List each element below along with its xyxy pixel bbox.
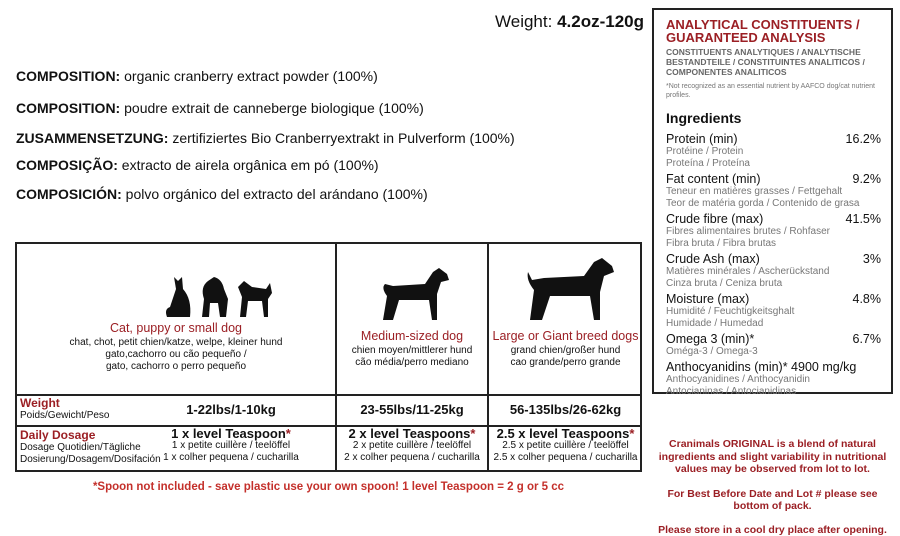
nutrient-translation: Fibra bruta / Fibra brutas xyxy=(666,238,881,250)
nutrient-translation: Humidité / Feuchtigkeitsghalt xyxy=(666,306,881,318)
nutrient-name: Omega 3 (min)* xyxy=(666,332,754,346)
nutrient-name: Fat content (min) xyxy=(666,172,760,186)
best-before-note: For Best Before Date and Lot # please see bottom of pack. xyxy=(652,488,893,513)
nutrient-row xyxy=(666,172,881,210)
large-dog-icon xyxy=(522,256,617,322)
composition-en: COMPOSITION: organic cranberry extract powder (100%) xyxy=(16,68,378,84)
net-weight xyxy=(495,12,644,32)
nutrient-value: 4.8% xyxy=(853,292,882,306)
nutrient-name: Moisture (max) xyxy=(666,292,749,306)
analysis-panel xyxy=(652,8,893,394)
dosage-large: 2.5 x level Teaspoons* 2.5 x petite cuillère / teelöffel 2.5 x colher pequena / cucharilla xyxy=(489,428,642,464)
dosage-medium: 2 x level Teaspoons* 2 x petite cuillère / teelöffel 2 x colher pequena / cucharilla xyxy=(337,428,487,464)
cat-puppy-small-dog-icon xyxy=(162,269,277,319)
nutrient-value: 16.2% xyxy=(846,132,881,146)
weight-small: 1-22lbs/1-10kg xyxy=(127,404,335,416)
nutrient-row xyxy=(666,252,881,290)
weight-large: 56-135lbs/26-62kg xyxy=(489,404,642,416)
composition-pt: COMPOSIÇÃO: extracto de airela orgânica em pó (100%) xyxy=(16,157,379,173)
nutrient-translation: Proteína / Proteína xyxy=(666,158,881,170)
analysis-title: ANALYTICAL CONSTITUENTS / GUARANTEED ANALYSIS xyxy=(666,18,881,44)
nutrient-translation: Antocianinas / Antocianidinas xyxy=(666,386,881,398)
dosage-small: 1 x level Teaspoon* 1 x petite cuillère / teelöffel 1 x colher pequena / cucharilla xyxy=(127,428,335,464)
weight-row-label: Weight Poids/Gewicht/Peso xyxy=(20,396,110,422)
nutrient-name: Crude fibre (max) xyxy=(666,212,763,226)
nutrient-translation: Oméga-3 / Omega-3 xyxy=(666,346,881,358)
nutrient-value: 3% xyxy=(863,252,881,266)
nutrient-translation: Fibres alimentaires brutes / Rohfaser xyxy=(666,226,881,238)
storage-note: Please store in a cool dry place after opening. xyxy=(652,524,893,536)
weight-medium: 23-55lbs/11-25kg xyxy=(337,404,487,416)
dosage-table xyxy=(15,242,642,472)
nutrient-translation: Cinza bruta / Ceniza bruta xyxy=(666,278,881,290)
ingredients-heading: Ingredients xyxy=(666,110,881,126)
nutrient-name: Anthocyanidins (min)* 4900 mg/kg xyxy=(666,360,856,374)
nutrient-value: 41.5% xyxy=(846,212,881,226)
footer-notes xyxy=(652,438,893,536)
nutrient-row xyxy=(666,360,881,398)
weight-label: Weight: xyxy=(495,12,552,31)
nutrient-value: 9.2% xyxy=(853,172,882,186)
nutrient-translation: Protéine / Protein xyxy=(666,146,881,158)
composition-de: ZUSAMMENSETZUNG: zertifiziertes Bio Cranberryextrakt in Pulverform (100%) xyxy=(16,130,515,146)
nutrient-translation: Teor de matéria gorda / Contenido de grasa xyxy=(666,198,881,210)
nutrient-row xyxy=(666,132,881,170)
nutrient-name: Crude Ash (max) xyxy=(666,252,760,266)
nutrient-translation: Humidade / Humedad xyxy=(666,318,881,330)
nutrient-value: 6.7% xyxy=(853,332,882,346)
dosage-row-label: Daily Dosage Dosage Quotidien/Tägliche Dosierung/Dosagem/Dosifación xyxy=(20,428,161,466)
divider xyxy=(17,394,640,396)
nutrient-translation: Anthocyanidines / Anthocyanidin xyxy=(666,374,881,386)
nutrient-translation: Matières minérales / Ascherückstand xyxy=(666,266,881,278)
column-small: Cat, puppy or small dog chat, chot, petit chien/katze, welpe, kleiner hund gato,cachorro ou cão pequeño / gato, cachorro o perro pequeño xyxy=(17,322,335,373)
nutrient-row xyxy=(666,292,881,330)
blend-note: Cranimals ORIGINAL is a blend of natural ingredients and slight variability in nutritional values may be observed from lot to lot. xyxy=(652,438,893,476)
aafco-footnote: *Not recognized as an essential nutrient by AAFCO dog/cat nutrient profiles. xyxy=(666,82,881,100)
composition-es: COMPOSICIÓN: polvo orgánico del extracto del arándano (100%) xyxy=(16,186,428,202)
weight-value: 4.2oz-120g xyxy=(557,12,644,31)
nutrient-row xyxy=(666,332,881,358)
nutrient-translation: Teneur en matières grasses / Fettgehalt xyxy=(666,186,881,198)
spoon-note: *Spoon not included - save plastic use your own spoon! 1 level Teaspoon = 2 g or 5 cc xyxy=(0,481,657,493)
nutrient-row xyxy=(666,212,881,250)
analysis-subtitle: CONSTITUENTS ANALYTIQUES / ANALYTISCHE BESTANDTEILE / CONSTITUINTES ANALITICOS / COMPONENTES ANALITICOS xyxy=(666,47,881,77)
column-large: Large or Giant breed dogs grand chien/großer hund cao grande/perro grande xyxy=(489,330,642,369)
nutrient-name: Protein (min) xyxy=(666,132,738,146)
column-medium: Medium-sized dog chien moyen/mittlerer hund cão média/perro mediano xyxy=(337,330,487,369)
composition-fr: COMPOSITION: poudre extrait de canneberge biologique (100%) xyxy=(16,100,424,116)
medium-dog-icon xyxy=(377,266,452,321)
